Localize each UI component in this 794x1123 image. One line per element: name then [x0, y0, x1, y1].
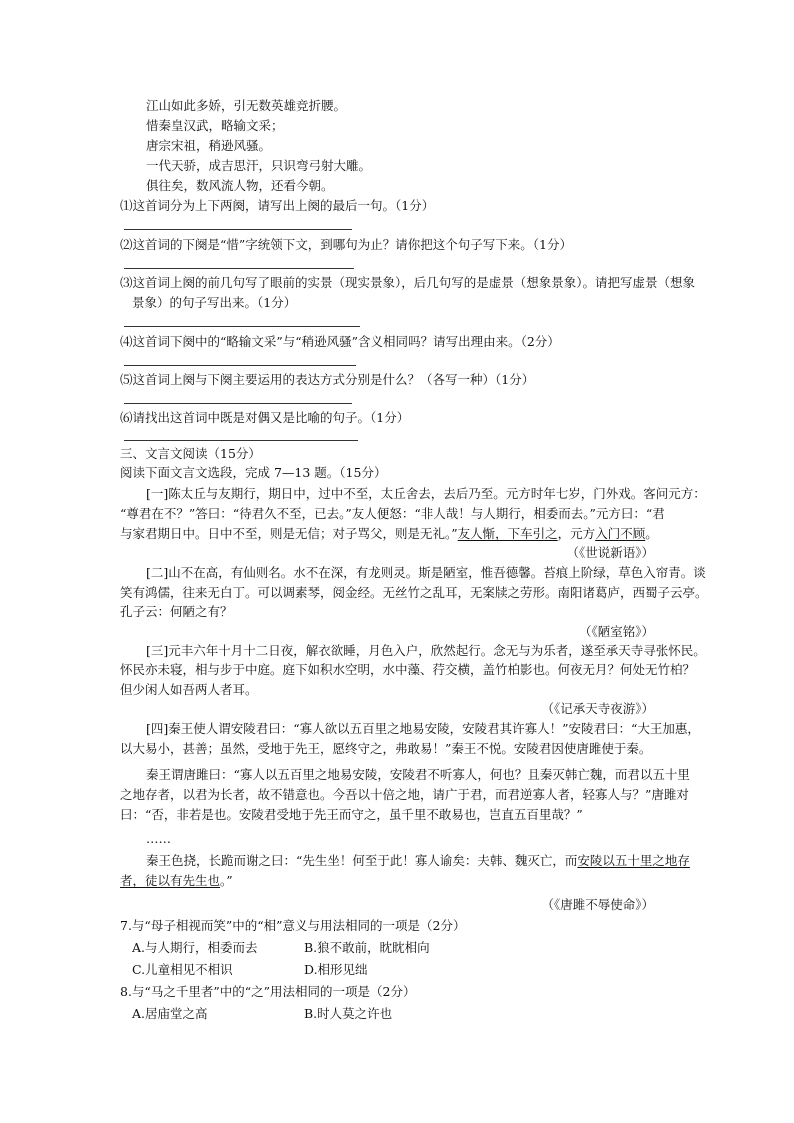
- poem-line-5: 俱往矣，数风流人物，还看今朝。: [146, 178, 334, 193]
- answer-blank-3[interactable]: [124, 326, 360, 327]
- answer-blank-4[interactable]: [124, 365, 356, 366]
- poem-question-5: ⑸这首词上阕与下阕主要运用的表达方式分别是什么？（各写一种）（1分）: [120, 372, 535, 387]
- underlined-phrase-4: 者，徒以有先生也: [120, 873, 221, 888]
- passage-1-line-1: [一]陈太丘与友期行，期日中，过中不至，太丘舍去，去后乃至。元方时年七岁，门外戏。客问元方：: [146, 486, 706, 501]
- underlined-phrase-3: 安陵以五十里之地存: [577, 853, 690, 868]
- passage-1-line-2: “尊君在不？”答曰：“待君久不至，已去。”友人便怒：“非人哉！与人期行，相委而去。”元方曰：“君: [120, 506, 665, 521]
- passage-2-line-1: [二]山不在高，有仙则名。水不在深，有龙则灵。斯是陋室，惟吾德馨。苔痕上阶绿，草色入帘青。谈: [146, 565, 706, 580]
- poem-line-3: 唐宗宋祖，稍逊风骚。: [146, 138, 272, 153]
- question-8-option-a[interactable]: A.居庙堂之高: [132, 1006, 208, 1021]
- passage-2-line-3: 孔子云：何陋之有？: [120, 604, 233, 619]
- passage-4-line-2: 以大易小，甚善；虽然，受地于先王，愿终守之，弗敢易！”秦王不悦。安陵君因使唐雎使于秦。: [120, 741, 652, 756]
- question-7-option-d[interactable]: D.相形见绌: [304, 962, 368, 977]
- passage-3-line-3: 但少闲人如吾两人者耳。: [120, 682, 258, 697]
- answer-blank-1[interactable]: [124, 229, 352, 230]
- question-7-option-b[interactable]: B.狼不敢前，眈眈相向: [304, 940, 430, 955]
- question-7-option-c[interactable]: C.儿童相见不相识: [132, 962, 233, 977]
- passage-3-line-1: [三]元丰六年十月十二日夜，解衣欲睡，月色入户，欣然起行。念无与为乐者，遂至承天寺寻张怀民。: [146, 643, 706, 658]
- poem-line-4: 一代天骄，成吉思汗，只识弯弓射大雕。: [146, 158, 372, 173]
- passage-4-text: 秦王色挠，长跪而谢之曰：“先生坐！何至于此！寡人谕矣：夫韩、魏灭亡，而: [146, 853, 578, 868]
- underlined-phrase-2: 入门不顾: [595, 526, 646, 541]
- passage-3-line-2: 怀民亦未寝，相与步于中庭。庭下如积水空明，水中藻、荇交横，盖竹柏影也。何夜无月？何处无竹柏？: [120, 662, 696, 677]
- poem-line-1: 江山如此多娇，引无数英雄竞折腰。: [146, 98, 347, 113]
- answer-blank-5[interactable]: [124, 403, 352, 404]
- passage-1-source: （《世说新语》）: [566, 545, 654, 560]
- poem-question-4: ⑷这首词下阕中的“略输文采”与“稍逊风骚”含义相同吗？请写出理由来。（2分）: [120, 334, 560, 349]
- underlined-phrase-1: 友人惭，下车引之: [457, 526, 558, 541]
- passage-2-source: （《陋室铭》）: [578, 624, 654, 639]
- passage-4-source: （《唐雎不辱使命》）: [541, 897, 654, 912]
- poem-line-2: 惜秦皇汉武，略输文采；: [146, 118, 284, 133]
- passage-1-text-mid: ，元方: [557, 526, 596, 541]
- passage-1-line-3: [120, 526, 658, 542]
- passage-1-text: 与家君期日中。日中不至，则是无信；对子骂父，则是无礼。”: [120, 526, 458, 541]
- question-7-option-a[interactable]: A.与人期行，相委而去: [132, 940, 258, 955]
- question-8-stem: 8.与“马之千里者”中的“之”用法相同的一项是（2分）: [120, 984, 416, 999]
- section-heading: 三、文言文阅读（15分）: [120, 446, 261, 461]
- passage-4-line-4: 之地存者，以君为长者，故不错意也。今吾以十倍之地，请广于君，而君逆寡人者，轻寡人与？”唐雎对: [120, 787, 689, 802]
- passage-4-line-6: [146, 853, 690, 869]
- passage-4-line-7: [120, 873, 233, 889]
- passage-3-source: （《记承天寺夜游》）: [541, 701, 654, 716]
- section-intro: 阅读下面文言文选段，完成 7—13 题。（15分）: [120, 465, 387, 480]
- poem-question-6: ⑹请找出这首词中既是对偶又是比喻的句子。（1分）: [120, 410, 410, 425]
- passage-1-text-end: 。: [645, 526, 658, 541]
- poem-question-3: ⑶这首词上阕的前几句写了眼前的实景（现实景象），后几句写的是虚景（想象景象）。请把写虚景（想象: [120, 275, 696, 290]
- poem-question-1: ⑴这首词分为上下两阕，请写出上阕的最后一句。（1分）: [120, 198, 435, 213]
- passage-4-line-3: 秦王谓唐雎曰：“寡人以五百里之地易安陵，安陵君不听寡人，何也？且秦灭韩亡魏，而君以五十里: [146, 767, 690, 782]
- passage-2-line-2: 笑有鸿儒，往来无白丁。可以调素琴，阅金经。无丝竹之乱耳，无案牍之劳形。南阳诸葛庐，西蜀子云亭。: [120, 585, 708, 600]
- answer-blank-6[interactable]: [124, 440, 358, 441]
- passage-4-ellipsis: ……: [146, 831, 171, 846]
- question-8-option-b[interactable]: B.时人莫之许也: [304, 1006, 393, 1021]
- passage-4-line-5: 曰：“否，非若是也。安陵君受地于先王而守之，虽千里不敢易也，岂直五百里哉？”: [120, 807, 583, 822]
- answer-blank-2[interactable]: [124, 268, 354, 269]
- poem-question-3-cont: 景象）的句子写出来。（1分）: [132, 295, 297, 310]
- passage-4-text-end: 。”: [220, 873, 233, 888]
- poem-question-2: ⑵这首词的下阕是“惜”字统领下文，到哪句为止？请你把这个句子写下来。（1分）: [120, 237, 572, 252]
- passage-4-line-1: [四]秦王使人谓安陵君曰：“寡人欲以五百里之地易安陵，安陵君其许寡人！”安陵君曰：“大王加惠，: [146, 721, 700, 736]
- question-7-stem: 7.与“母子相视而笑”中的“相”意义与用法相同的一项是（2分）: [120, 918, 466, 933]
